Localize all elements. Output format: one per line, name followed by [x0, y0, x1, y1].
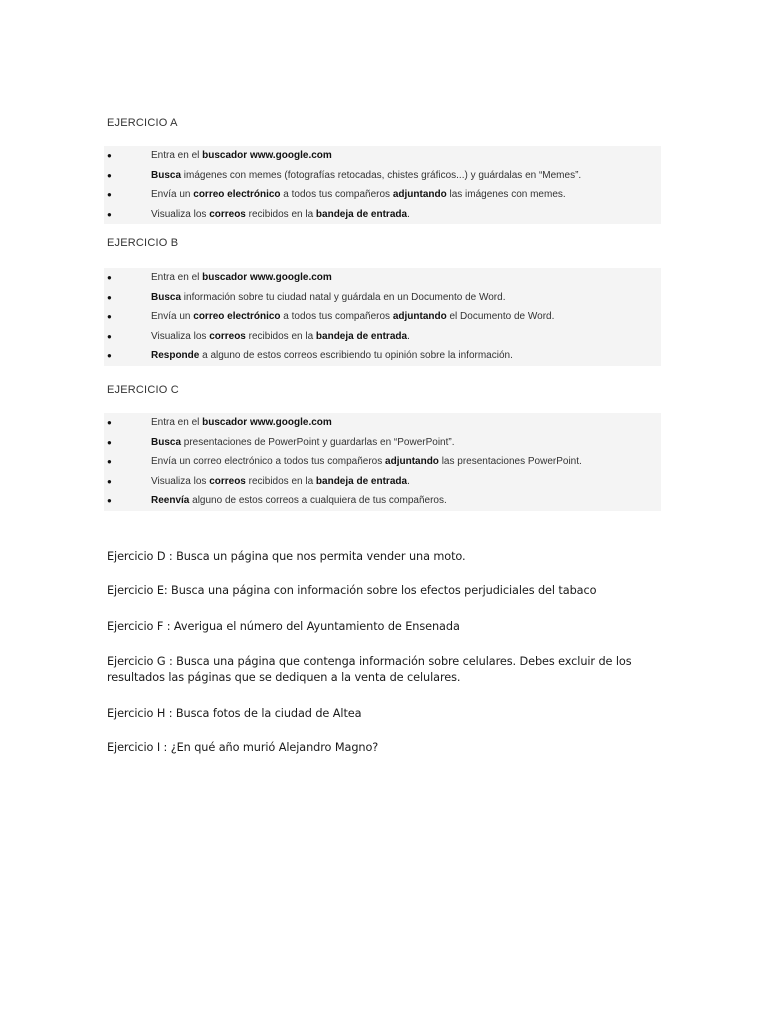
list-item-text: Envía un correo electrónico a todos tus compañeros adjuntando las presentaciones PowerPoint.: [151, 456, 582, 468]
list-item: [104, 452, 661, 472]
list-item: [104, 307, 661, 327]
list-item-text: Visualiza los correos recibidos en la bandeja de entrada.: [151, 475, 410, 487]
exercise-b-heading: EJERCICIO B: [107, 237, 179, 249]
bullet-icon: ●: [107, 476, 112, 486]
bullet-icon: ●: [107, 496, 112, 506]
list-item: [104, 346, 661, 366]
list-item: [104, 433, 661, 453]
bullet-icon: ●: [107, 418, 112, 427]
exercise-f-text: Ejercicio F : Averigua el número del Ayuntamiento de Ensenada: [107, 620, 460, 633]
list-item-text: Busca presentaciones de PowerPoint y guardarlas en “PowerPoint”.: [151, 436, 455, 448]
exercise-h-text: Ejercicio H : Busca fotos de la ciudad de Altea: [107, 707, 362, 720]
bullet-icon: ●: [107, 273, 112, 282]
list-item-text: Busca información sobre tu ciudad natal y guárdala en un Documento de Word.: [151, 291, 506, 303]
list-item: [104, 166, 661, 186]
exercise-d-text: Ejercicio D : Busca un página que nos permita vender una moto.: [107, 550, 466, 563]
list-item: [104, 268, 661, 288]
list-item: [104, 472, 661, 492]
list-item: [104, 185, 661, 205]
list-item-text: Busca imágenes con memes (fotografías retocadas, chistes gráficos...) y guárdalas en “Memes”.: [151, 169, 582, 181]
exercise-g-text: Ejercicio G : Busca una página que contenga información sobre celulares. Debes excluir de los resultados las páginas que se dediquen a la venta de celulares.: [107, 655, 632, 684]
bullet-icon: ●: [107, 190, 112, 200]
list-item-text: Reenvía alguno de estos correos a cualquiera de tus compañeros.: [151, 495, 447, 507]
exercise-i-text: Ejercicio I : ¿En qué año murió Alejandro Magno?: [107, 741, 379, 754]
bullet-icon: ●: [107, 331, 112, 341]
exercise-a-list: [104, 146, 661, 224]
bullet-icon: ●: [107, 170, 112, 180]
bullet-icon: ●: [107, 437, 112, 447]
list-item: [104, 413, 661, 433]
exercise-b-list: [104, 268, 661, 366]
bullet-icon: ●: [107, 312, 112, 322]
bullet-icon: ●: [107, 151, 112, 160]
list-item-text: Envía un correo electrónico a todos tus compañeros adjuntando las imágenes con memes.: [151, 189, 566, 201]
exercise-e-text: Ejercicio E: Busca una página con información sobre los efectos perjudiciales del tabaco: [107, 584, 597, 597]
bullet-icon: ●: [107, 209, 112, 219]
list-item-text: Envía un correo electrónico a todos tus compañeros adjuntando el Documento de Word.: [151, 311, 555, 323]
list-item: [104, 288, 661, 308]
list-item: [104, 205, 661, 225]
list-item-text: Entra en el buscador www.google.com: [151, 417, 332, 428]
list-item: [104, 327, 661, 347]
list-item: [104, 146, 661, 166]
bullet-icon: ●: [107, 292, 112, 302]
list-item-text: Entra en el buscador www.google.com: [151, 272, 332, 283]
bullet-icon: ●: [107, 457, 112, 467]
exercise-c-list: [104, 413, 661, 511]
list-item-text: Entra en el buscador www.google.com: [151, 150, 332, 161]
exercise-c-heading: EJERCICIO C: [107, 384, 179, 396]
list-item-text: Responde a alguno de estos correos escribiendo tu opinión sobre la información.: [151, 350, 513, 362]
list-item-text: Visualiza los correos recibidos en la bandeja de entrada.: [151, 330, 410, 342]
bullet-icon: ●: [107, 351, 112, 361]
exercise-a-heading: EJERCICIO A: [107, 117, 178, 129]
list-item: [104, 491, 661, 511]
list-item-text: Visualiza los correos recibidos en la bandeja de entrada.: [151, 208, 410, 220]
